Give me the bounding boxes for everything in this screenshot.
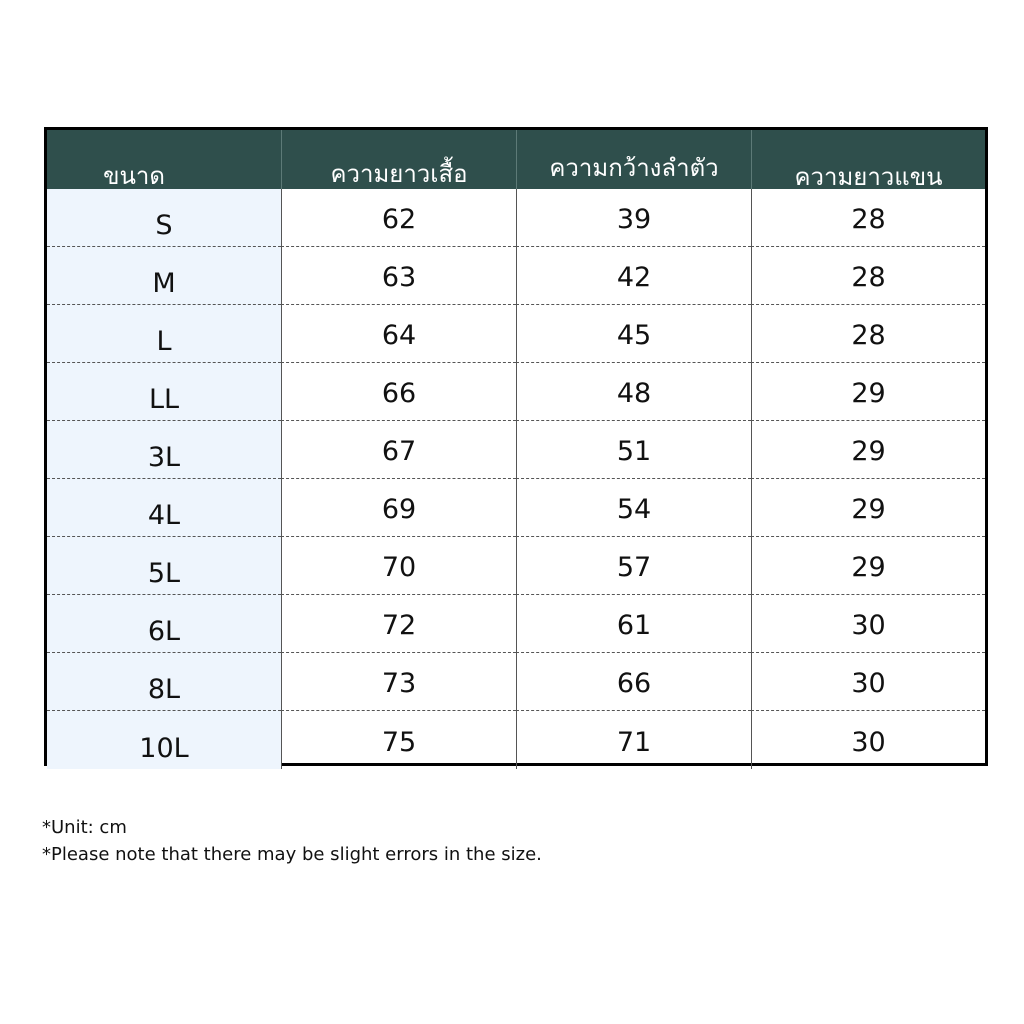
size-cell: LL	[47, 363, 281, 421]
header-sleeve	[751, 130, 985, 189]
header-width	[516, 130, 751, 189]
sleeve-cell: 29	[751, 363, 985, 421]
header-length-label: ความยาวเสื้อ	[330, 160, 468, 188]
header-length	[281, 130, 516, 189]
length-cell: 75	[281, 711, 516, 769]
width-cell: 48	[516, 363, 751, 421]
sleeve-cell: 29	[751, 421, 985, 479]
width-cell: 71	[516, 711, 751, 769]
length-cell: 64	[281, 305, 516, 363]
width-cell: 51	[516, 421, 751, 479]
length-cell: 69	[281, 479, 516, 537]
size-cell: 8L	[47, 653, 281, 711]
width-cell: 57	[516, 537, 751, 595]
width-cell: 42	[516, 247, 751, 305]
size-cell: 6L	[47, 595, 281, 653]
width-cell: 54	[516, 479, 751, 537]
header-width-label: ความกว้างลำตัว	[549, 154, 719, 182]
size-cell: 10L	[47, 711, 281, 769]
header-size-label: ขนาด	[103, 162, 165, 189]
sleeve-cell: 30	[751, 595, 985, 653]
size-cell: S	[47, 189, 281, 247]
size-table	[44, 127, 988, 766]
size-cell: L	[47, 305, 281, 363]
length-cell: 72	[281, 595, 516, 653]
header-sleeve-label: ความยาวแขน	[794, 163, 943, 189]
sleeve-cell: 28	[751, 189, 985, 247]
sleeve-cell: 29	[751, 479, 985, 537]
width-cell: 66	[516, 653, 751, 711]
header-size	[47, 130, 281, 189]
sleeve-cell: 30	[751, 711, 985, 769]
length-cell: 70	[281, 537, 516, 595]
width-cell: 39	[516, 189, 751, 247]
length-cell: 62	[281, 189, 516, 247]
width-cell: 45	[516, 305, 751, 363]
size-cell: 5L	[47, 537, 281, 595]
sleeve-cell: 28	[751, 305, 985, 363]
sleeve-cell: 28	[751, 247, 985, 305]
size-cell: 3L	[47, 421, 281, 479]
unit-note: *Unit: cm	[42, 817, 127, 838]
sleeve-cell: 29	[751, 537, 985, 595]
notes	[42, 814, 542, 868]
length-cell: 73	[281, 653, 516, 711]
size-cell: M	[47, 247, 281, 305]
length-cell: 66	[281, 363, 516, 421]
sleeve-cell: 30	[751, 653, 985, 711]
length-cell: 67	[281, 421, 516, 479]
width-cell: 61	[516, 595, 751, 653]
size-cell: 4L	[47, 479, 281, 537]
disclaimer-note: *Please note that there may be slight errors in the size.	[42, 844, 542, 865]
length-cell: 63	[281, 247, 516, 305]
